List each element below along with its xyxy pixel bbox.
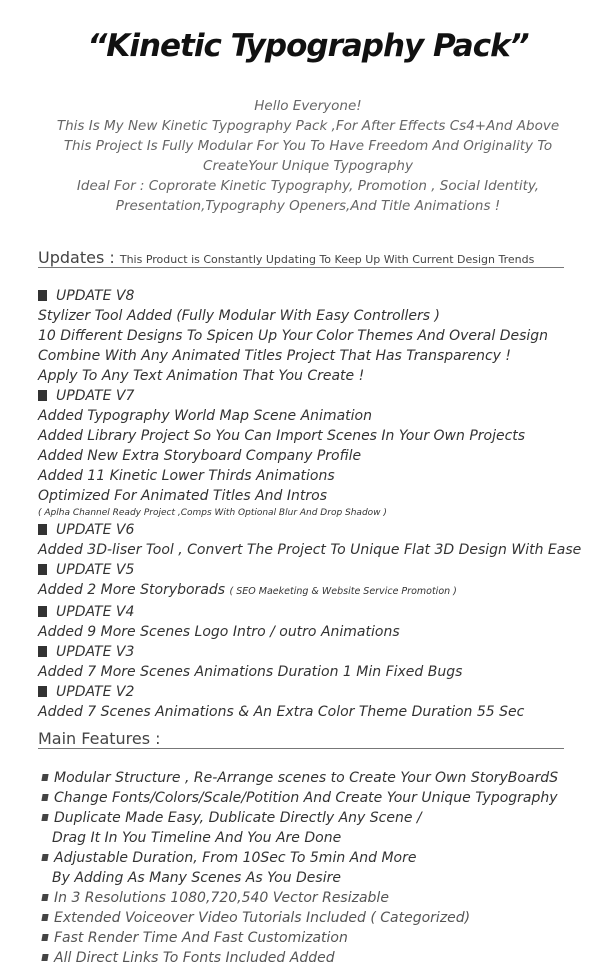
update-version-label: UPDATE V8 (56, 288, 135, 304)
update-item (38, 346, 608, 366)
update-version-label: UPDATE V2 (56, 684, 135, 700)
feature-item (42, 768, 602, 788)
update-version-header (38, 602, 608, 622)
square-bullet-icon (41, 914, 48, 921)
update-version-label: UPDATE V7 (56, 388, 135, 404)
updates-heading (38, 248, 564, 268)
update-version-label: UPDATE V6 (56, 522, 135, 538)
updates-list (38, 286, 608, 722)
update-item-text: Added 11 Kinetic Lower Thirds Animations (38, 468, 335, 484)
feature-text: In 3 Resolutions 1080,720,540 Vector Resizable (54, 890, 389, 906)
update-item (38, 486, 608, 506)
update-item-text: Added 7 Scenes Animations & An Extra Color Theme Duration 55 Sec (38, 704, 525, 720)
update-version-header (38, 286, 608, 306)
update-version-label: UPDATE V5 (56, 562, 135, 578)
feature-text: Drag It In You Timeline And You Are Done (52, 830, 342, 846)
features-heading-label: Main Features : (38, 729, 161, 748)
features-heading (38, 729, 564, 749)
update-item-text: Optimized For Animated Titles And Intros (38, 488, 328, 504)
update-item (38, 326, 608, 346)
intro-line: Ideal For : Coprorate Kinetic Typography, Promotion , Social Identity, (76, 178, 540, 194)
feature-item (42, 848, 602, 868)
update-version-header (38, 520, 608, 540)
square-bullet-icon (41, 854, 48, 861)
square-bullet-icon (41, 934, 48, 941)
updates-heading-label: Updates : (38, 248, 120, 267)
intro-line: Hello Everyone! (254, 98, 362, 114)
update-item-text: Added New Extra Storyboard Company Profile (38, 448, 362, 464)
update-item (38, 406, 608, 426)
update-item (38, 366, 608, 386)
update-version-header (38, 642, 608, 662)
square-bullet-icon (38, 564, 47, 575)
feature-item (42, 908, 602, 928)
update-item-text: Stylizer Tool Added (Fully Modular With Easy Controllers ) (38, 308, 440, 324)
update-item-text: Apply To Any Text Animation That You Create ! (38, 368, 365, 384)
update-item-text: Added Typography World Map Scene Animation (38, 408, 372, 424)
update-item (38, 580, 608, 602)
update-item (38, 446, 608, 466)
feature-text: Fast Render Time And Fast Customization (54, 930, 348, 946)
square-bullet-icon (41, 814, 48, 821)
update-item (38, 540, 608, 560)
update-item (38, 466, 608, 486)
intro-text (0, 96, 616, 216)
update-note: ( Aplha Channel Ready Project ,Comps With Optional Blur And Drop Shadow ) (38, 508, 387, 518)
intro-line: Presentation,Typography Openers,And Title Animations ! (115, 198, 501, 214)
update-item-text: Added 9 More Scenes Logo Intro / outro Animations (38, 624, 400, 640)
feature-text: By Adding As Many Scenes As You Desire (52, 870, 341, 886)
update-item-note: ( SEO Maeketing & Website Service Promotion ) (229, 586, 457, 597)
update-version-label: UPDATE V3 (56, 644, 135, 660)
update-version-header (38, 682, 608, 702)
feature-text: All Direct Links To Fonts Included Added (54, 950, 335, 966)
update-item-text: Added Library Project So You Can Import Scenes In Your Own Projects (38, 428, 526, 444)
square-bullet-icon (41, 954, 48, 961)
update-item (38, 662, 608, 682)
feature-item (42, 788, 602, 808)
square-bullet-icon (38, 686, 47, 697)
update-version-label: UPDATE V4 (56, 604, 135, 620)
update-version-header (38, 386, 608, 406)
feature-item (42, 928, 602, 948)
intro-line: This Is My New Kinetic Typography Pack ,For After Effects Cs4+And Above (56, 118, 560, 134)
square-bullet-icon (41, 894, 48, 901)
update-item (38, 426, 608, 446)
update-item (38, 306, 608, 326)
feature-item (42, 948, 602, 968)
feature-item (42, 868, 602, 888)
updates-heading-subtitle: This Product is Constantly Updating To Keep Up With Current Design Trends (119, 253, 535, 266)
square-bullet-icon (41, 774, 48, 781)
update-item-text: Added 3D-liser Tool , Convert The Project To Unique Flat 3D Design With Ease (38, 542, 582, 558)
square-bullet-icon (38, 390, 47, 401)
intro-line: CreateYour Unique Typography (203, 158, 413, 174)
feature-item (42, 808, 602, 828)
square-bullet-icon (41, 794, 48, 801)
feature-item (42, 828, 602, 848)
update-item-text: Combine With Any Animated Titles Project That Has Transparency ! (38, 348, 512, 364)
update-item-text: 10 Different Designs To Spicen Up Your Color Themes And Overal Design (38, 328, 549, 344)
intro-line: This Project Is Fully Modular For You To Have Freedom And Originality To (63, 138, 553, 154)
update-item (38, 622, 608, 642)
features-list (42, 768, 602, 968)
square-bullet-icon (38, 606, 47, 617)
page-title: “Kinetic Typography Pack” (87, 28, 529, 64)
update-version-header (38, 560, 608, 580)
update-item (38, 702, 608, 722)
feature-text: Adjustable Duration, From 10Sec To 5min And More (54, 850, 417, 866)
feature-text: Duplicate Made Easy, Dublicate Directly Any Scene / (54, 810, 422, 826)
feature-text: Extended Voiceover Video Tutorials Included ( Categorized) (54, 910, 471, 926)
update-item-text: Added 2 More Storyborads (38, 582, 230, 598)
feature-text: Modular Structure , Re-Arrange scenes to Create Your Own StoryBoardS (54, 770, 559, 786)
feature-item (42, 888, 602, 908)
update-item-text: Added 7 More Scenes Animations Duration 1 Min Fixed Bugs (38, 664, 463, 680)
feature-text: Change Fonts/Colors/Scale/Potition And Create Your Unique Typography (54, 790, 558, 806)
square-bullet-icon (38, 646, 47, 657)
square-bullet-icon (38, 290, 47, 301)
square-bullet-icon (38, 524, 47, 535)
